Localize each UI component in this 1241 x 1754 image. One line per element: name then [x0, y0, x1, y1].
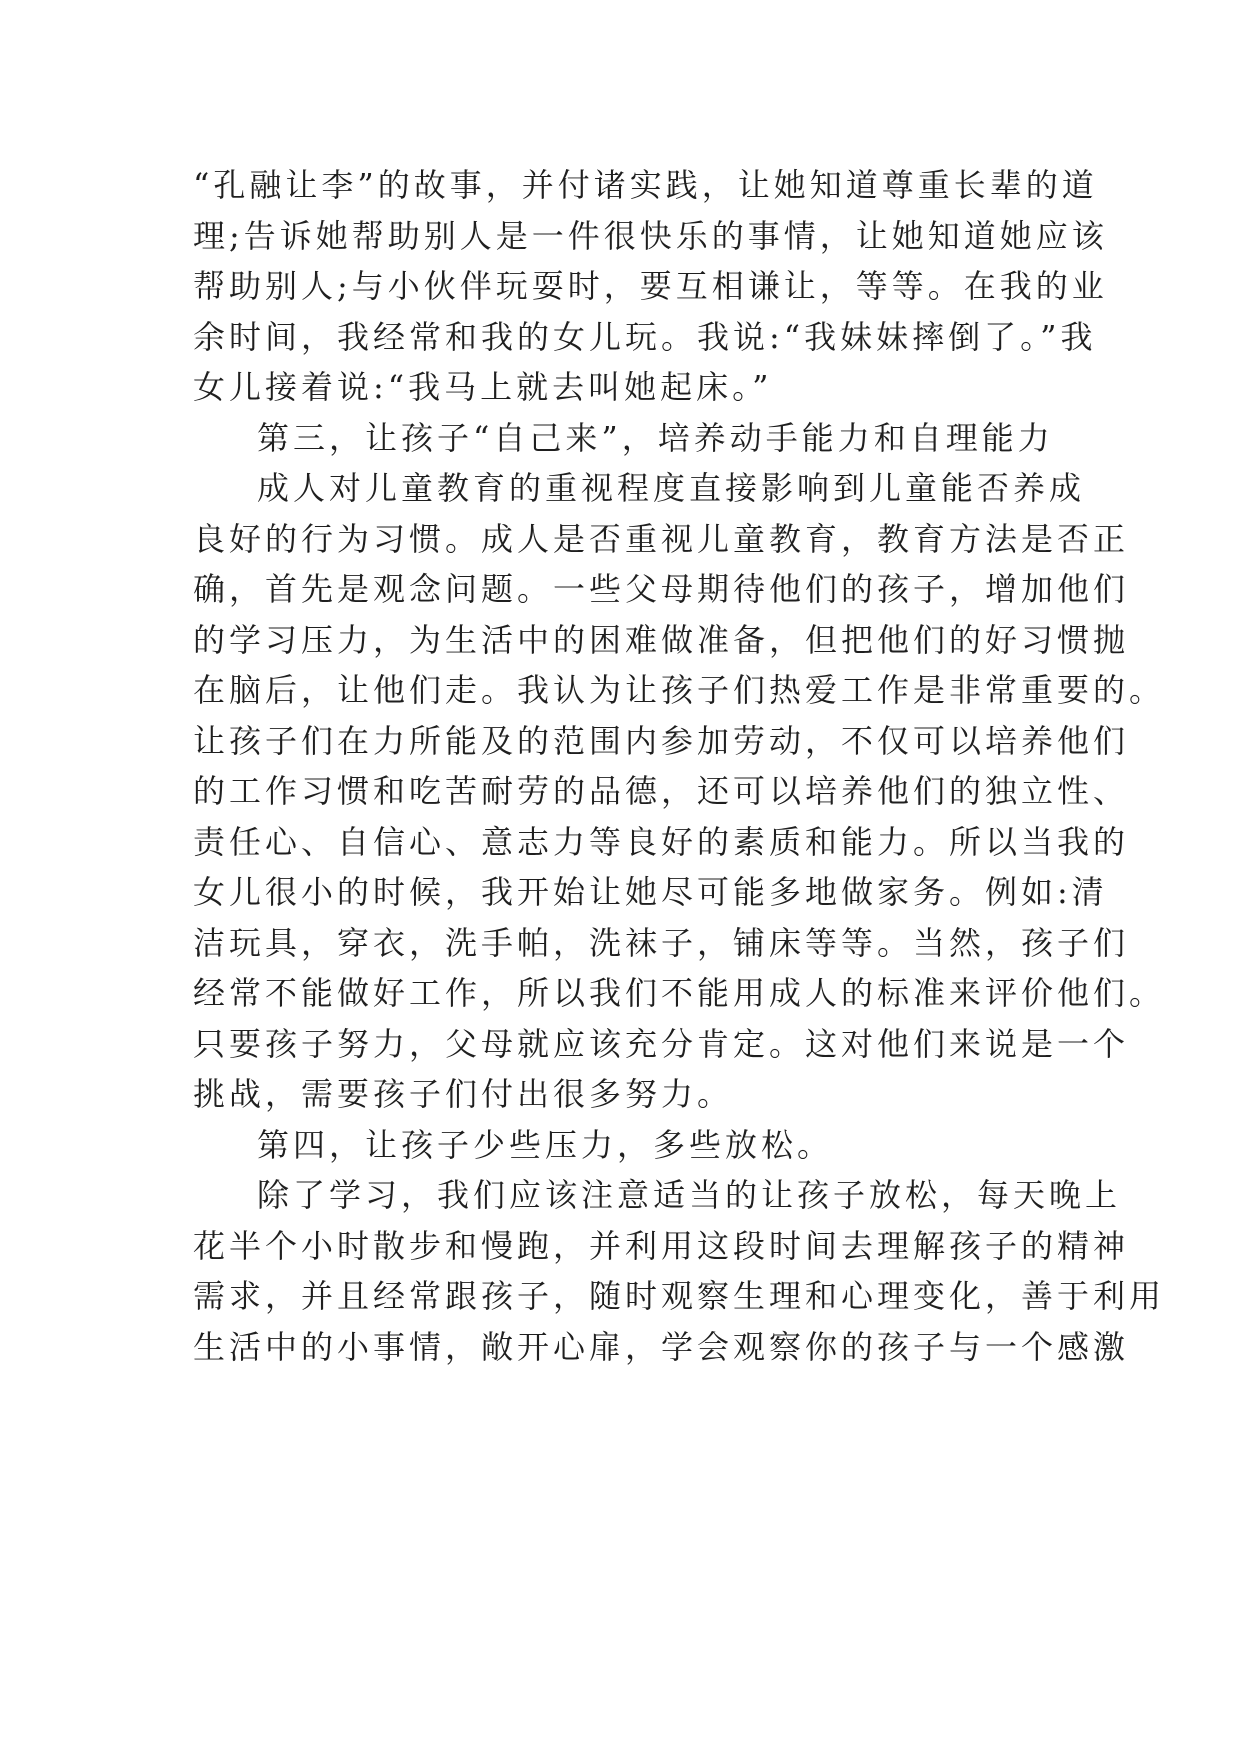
text-line: 确，首先是观念问题。一些父母期待他们的孩子，增加他们: [193, 570, 1130, 608]
text-line: 良好的行为习惯。成人是否重视儿童教育，教育方法是否正: [193, 519, 1130, 558]
text-line: 的学习压力，为生活中的困难做准备，但把他们的好习惯抛: [193, 620, 1130, 659]
text-line: 洁玩具，穿衣，洗手帕，洗袜子，铺床等等。当然，孩子们: [193, 923, 1130, 962]
text-line: 帮助别人;与小伙伴玩耍时，要互相谦让，等等。在我的业: [193, 267, 1108, 305]
text-line: 女儿很小的时候，我开始让她尽可能多地做家务。例如:清: [193, 873, 1108, 911]
body-text: [193, 160, 1166, 1372]
text-line: 生活中的小事情，敞开心扉，学会观察你的孩子与一个感激: [193, 1327, 1130, 1366]
text-line: 花半个小时散步和慢跑，并利用这段时间去理解孩子的精神: [193, 1226, 1130, 1265]
text-line: 的工作习惯和吃苦耐劳的品德，还可以培养他们的独立性、: [193, 772, 1130, 810]
text-line: 需求，并且经常跟孩子，随时观察生理和心理变化，善于利用: [193, 1277, 1166, 1315]
text-line: 余时间，我经常和我的女儿玩。我说:“我妹妹摔倒了。”我: [193, 317, 1097, 356]
text-line: 理;告诉她帮助别人是一件很快乐的事情，让她知道她应该: [193, 216, 1108, 255]
text-line: 女儿接着说:“我马上就去叫她起床。”: [193, 368, 773, 406]
paragraph-start-line: 除了学习，我们应该注意适当的让孩子放松，每天晚上: [257, 1176, 1122, 1214]
section-heading: 第三，让孩子“自己来”，培养动手能力和自理能力: [257, 418, 1054, 457]
text-line: 经常不能做好工作，所以我们不能用成人的标准来评价他们。: [193, 974, 1166, 1012]
text-line: 让孩子们在力所能及的范围内参加劳动，不仅可以培养他们: [193, 721, 1130, 760]
text-line: “孔融让李”的故事，并付诸实践，让她知道尊重长辈的道: [193, 166, 1098, 204]
section-heading: 第四，让孩子少些压力，多些放松。: [257, 1125, 834, 1164]
text-line: 在脑后，让他们走。我认为让孩子们热爱工作是非常重要的。: [193, 671, 1166, 709]
text-line: 责任心、自信心、意志力等良好的素质和能力。所以当我的: [193, 822, 1130, 861]
text-line: 只要孩子努力，父母就应该充分肯定。这对他们来说是一个: [193, 1024, 1130, 1063]
paragraph-start-line: 成人对儿童教育的重视程度直接影响到儿童能否养成: [257, 469, 1086, 507]
text-line: 挑战，需要孩子们付出很多努力。: [193, 1075, 734, 1113]
